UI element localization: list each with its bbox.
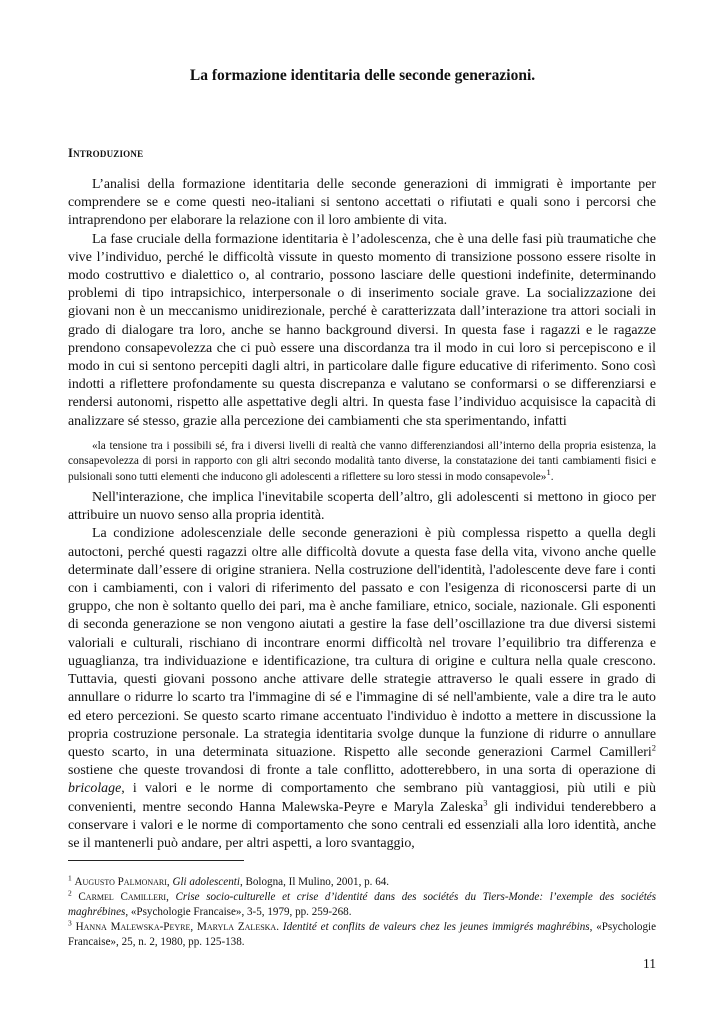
footnote-publication: , «Psychologie Francaise», 3-5, 1979, pp. 259-268.: [125, 906, 352, 918]
quote-end: .: [550, 470, 554, 483]
paragraph-4-part-b: sostiene che queste trovandosi di fronte a tale conflitto, adotterebbero, in una sorta di operazione di: [68, 763, 656, 779]
section-heading: Introduzione: [68, 146, 144, 160]
paragraph-4-part-a: La condizione adolescenziale delle seconde generazioni è più complessa rispetto a quella degli autoctoni, perché questi ragazzi oltre alle difficoltà dovute a questa fase della vita, vivono anche quelle determinate dall’essere di origine straniera. Nella costruzione dell'identità, l'adolescente deve fare i conti con i cambiamenti, con i valori di riferimento del passato e con l'esigenza di riconoscersi parte di un gruppo, che non è soltanto quello dei pari, ma è anche familiare, etnico, sociale, nazionale. Gli esponenti di seconda generazione se non vengono aiutati a gestire la fase dell’oscillazione tra due diversi sistemi valoriali e culturali, rischiano di incontrare enormi difficoltà nel trovare l’equilibrio tra differenza e uguaglianza, tra individuazione e identificazione, tra cultura di origine e cultura nella quale crescono. Tuttavia, questi giovani possono anche attivare delle strategie attraverso le quali essere in grado di annullare o ridurre lo scarto tra l'immagine di sé e l'immagine di sé nell'ambiente, vale a dire tra le auto ed etero percezioni. Se questo scarto rimane accentuato l'individuo è indotto a mettere in discussione la propria costruzione personale. La strategia identitaria svolge dunque la funzione di ridurre o annullare questo scarto, in una determinata situazione. Rispetto alle seconde generazioni Carmel Camilleri: [68, 526, 656, 760]
paragraph-4-emphasis: bricolage: [68, 781, 122, 797]
footnote-number: 3: [68, 918, 72, 928]
footnote-separator-text: ,: [166, 876, 173, 888]
footnote-separator: [68, 860, 244, 861]
footnote-work-title: Gli adolescenti: [172, 876, 240, 888]
footnote-separator-text: ,: [166, 891, 176, 903]
footnote-ref-3[interactable]: 3: [483, 796, 488, 807]
paragraph-4-part-c: , i valori e le norme di comportamento che sembrano più vantaggiosi, più utili e più convenienti, mentre secondo Hanna Malewska-Peyre e Maryla Zaleska: [68, 781, 656, 815]
footnote-author: Carmel Camilleri: [78, 891, 167, 903]
footnote-ref-2[interactable]: 2: [651, 742, 656, 753]
paragraph-1: L’analisi della formazione identitaria delle seconde generazioni di immigrati è importante per comprendere se e come questi neo-italiani si sentono accettati o rifiutati e quali sono i percorsi che intraprendono per elaborare la relazione con il loro ambiente di vita.: [68, 177, 656, 229]
footnote-1: [68, 875, 656, 890]
footnote-number: 1: [68, 873, 72, 883]
footnote-author: Hanna Malewska-Peyre, Maryla Zaleska: [75, 921, 277, 933]
body-text: [68, 176, 656, 853]
footnote-2: [68, 890, 656, 920]
paragraph-2: La fase cruciale della formazione identitaria è l’adolescenza, che è una delle fasi più traumatiche che vive l’individuo, perché le difficoltà vissute in questo momento di transizione possono essere risolte in modo costruttivo e dialettico o, al contrario, possono lasciare delle questioni indefinite, determinando problemi di tipo intrapsichico, interpersonale o di inserimento sociale grave. La socializzazione dei giovani non è un meccanismo unidirezionale, perché è caratterizzata dall’interazione tra attori sociali in grado di dialogare tra loro, anche se hanno background diversi. In questa fase i ragazzi e le ragazze prendono consapevolezza che ci può essere una discordanza tra il modo in cui loro si percepiscono e il modo in cui si sentono percepiti dagli altri, in particolare dalle figure educative di riferimento. Sono così indotti a riflettere profondamente su questa discrepanza e valutano se conformarsi o se differenziarsi e rendersi autonomi, rispetto alle aspettative degli altri. In questa fase l’individuo acquisisce la capacità di analizzare sé stesso, grazie alla percezione dei cambiamenti che sta sperimentando, infatti: [68, 231, 656, 429]
footnote-author: Augusto Palmonari: [74, 876, 167, 888]
page-title: La formazione identitaria delle seconde generazioni.: [189, 67, 536, 84]
page-number: 11: [643, 956, 656, 971]
paragraph-3: Nell'interazione, che implica l'inevitabile scoperta dell’altro, gli adolescenti si mettono in gioco per attribuire un nuovo senso alla propria identità.: [68, 490, 656, 524]
paragraph-4: [68, 525, 656, 853]
footnote-work-title: Identité et conflits de valeurs chez les jeunes immigrés maghrébins: [282, 921, 590, 933]
paragraph-4-part-d: gli individui tenderebbero a conservare i valori e le norme di comportamento che sono centrali ed essenziali alla loro identità, anche se il mantenerli può andare, per altri aspetti, a loro svantaggio,: [68, 799, 656, 851]
block-quote: [68, 439, 656, 485]
footnote-3: [68, 920, 656, 950]
footnotes: [68, 875, 656, 950]
quote-text: «la tensione tra i possibili sé, fra i diversi livelli di realtà che vanno differenziandosi all’interno della propria esistenza, la consapevolezza di porsi in rapporto con gli altri secondo modalità tanto diverse, la constatazione dei tanti cambiamenti fisici e pulsionali sono tutti elementi che inducono gli adolescenti a riflettere su loro stessi in modo consapevole»: [68, 439, 656, 483]
footnote-separator-text: .: [276, 921, 283, 933]
footnote-publication: , «Psychologie Francaise», 25, n. 2, 1980, pp. 125-138.: [68, 921, 656, 948]
footnote-number: 2: [68, 888, 72, 898]
footnote-ref-1[interactable]: 1: [546, 466, 551, 477]
footnote-work-title: Crise socio-culturelle et crise d’identité dans des sociétés du Tiers-Monde: l’exemple des sociétés maghrébines: [68, 891, 657, 918]
footnote-publication: , Bologna, Il Mulino, 2001, p. 64.: [239, 876, 390, 888]
